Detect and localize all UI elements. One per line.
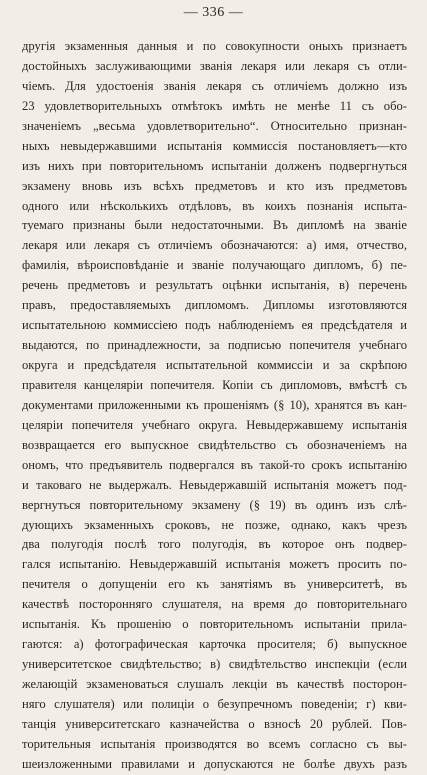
text-line: экзамену вновь изъ всѣхъ предметовъ и кто изъ предметовъ — [22, 178, 407, 193]
text-line: фамилія, вѣроисповѣданіе и званіе получающаго дипломъ, б) пе- — [22, 258, 407, 273]
text-line: печителя о допущеніи его къ занятіямъ въ университетѣ, въ — [22, 577, 407, 592]
text-line: лекаря или лекаря съ отличіемъ обозначаются: а) имя, отчество, — [22, 238, 407, 253]
text-line: няго слушателя) или полиціи о безупречномъ поведеніи; г) кви- — [22, 696, 407, 711]
text-line: испытательною коммиссіею подъ наблюденіемъ ея предсѣдателя и — [22, 318, 407, 333]
text-line: ономъ, что предъявитель подвергался въ такой-то срокъ испытанію — [22, 457, 407, 472]
text-line: изъ нихъ при повторительномъ испытаніи долженъ подвергнуться — [22, 158, 407, 173]
text-line: шеизложенными правилами и допускаются не болѣе двухъ разъ — [22, 756, 407, 771]
text-line: танція университетскаго казначейства о взносѣ 20 рублей. Пов- — [22, 716, 407, 731]
text-line: туемаго признаны были недостаточными. Въ дипломѣ на званіе — [22, 218, 407, 233]
text-line: чіемъ. Для удостоенія званія лекаря съ отличіемъ должно изъ — [22, 78, 407, 93]
text-line: вергнуться повторительному экзамену (§ 19) въ одинъ изъ слѣ- — [22, 497, 407, 512]
text-line: выдаются, по принадлежности, за подписью попечителя учебнаго — [22, 338, 407, 353]
text-line: университетское свидѣтельство; в) свидѣтельство инспекціи (если — [22, 657, 407, 672]
text-line: достойныхъ заслуживающими званія лекаря или лекаря съ отли- — [22, 58, 407, 73]
text-line: дующихъ экзаменныхъ сроковъ, не позже, однако, какъ чрезъ — [22, 517, 407, 532]
text-line: гался испытанію. Невыдержавшій испытанія можетъ просить по- — [22, 557, 407, 572]
text-line: округа и предсѣдателя испытательной коммиссіи и за скрѣпою — [22, 358, 407, 372]
text-line: желающій экзаменоваться слушалъ лекціи въ качествѣ посторон- — [22, 677, 407, 691]
text-line: возвращается его выпускное свидѣтельство съ обозначеніемъ на — [22, 437, 407, 452]
text-line: целяріи попечителя учебнаго округа. Невыдержавшему испытанія — [22, 417, 407, 432]
text-line: ныхъ невыдержавшими испытанія коммиссія постановляетъ—кто — [22, 138, 407, 153]
text-line: другія экзаменныя данныя и по совокупности оныхъ признаетъ — [22, 39, 407, 53]
text-line: два полугодія послѣ того полугодія, въ которое онъ подвер- — [22, 537, 407, 552]
text-line: качествѣ посторонняго слушателя, на время до повторительнаго — [22, 597, 407, 612]
text-line: речень предметовъ и результатъ оцѣнки испытанія, в) перечень — [22, 278, 407, 293]
text-line: 23 удовлетворительныхъ отмѣтокъ имѣть не менѣе 11 съ обо- — [22, 98, 407, 113]
text-line: одного или нѣсколькихъ отдѣловъ, въ коихъ познанія испыта- — [22, 198, 407, 213]
text-line: гаются: а) фотографическая карточка просителя; б) выпускное — [22, 637, 407, 652]
text-line: значеніемъ „весьма удовлетворительно“. Относительно признан- — [22, 118, 407, 133]
text-line: документами приложенными къ прошеніямъ (§ 10), хранятся въ кан- — [22, 397, 407, 412]
text-line: правъ, предоставляемыхъ дипломомъ. Дипломы изготовляются — [22, 298, 407, 313]
text-line: испытанія. Къ прошенію о повторительномъ испытаніи прила- — [22, 617, 407, 632]
text-line: торительныя испытанія производятся во всемъ согласно съ вы- — [22, 736, 407, 751]
text-line: и таковаго не выдержалъ. Невыдержавшій испытанія можетъ под- — [22, 477, 407, 492]
text-line: правителя канцеляріи попечителя. Копіи съ дипломовъ, вмѣстѣ съ — [22, 377, 407, 392]
body-text — [22, 37, 407, 775]
page-number: — 336 — — [183, 5, 244, 20]
